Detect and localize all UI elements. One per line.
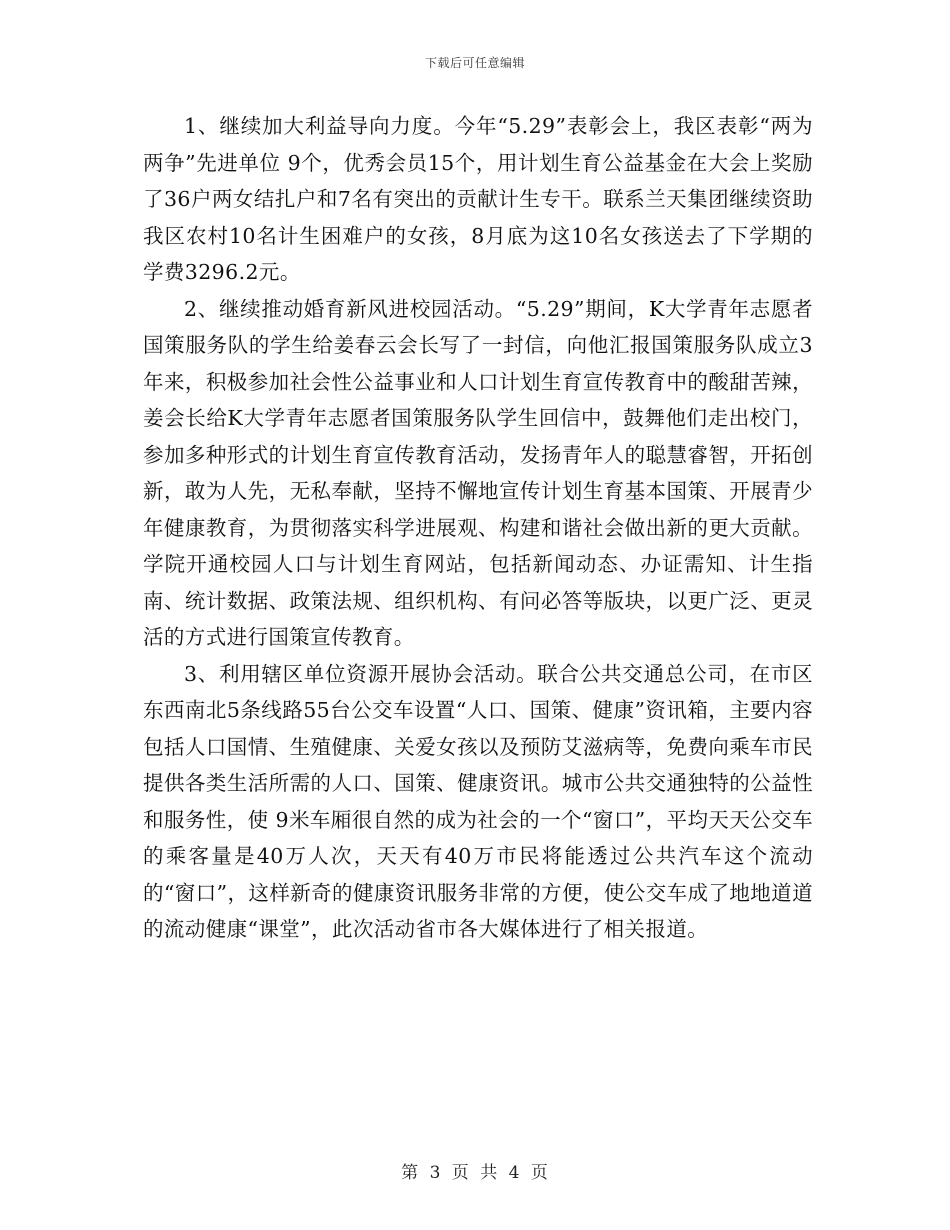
paragraph-2: 2、继续推动婚育新风进校园活动。“5.29”期间，K大学青年志愿者国策服务队的学生给姜春云会长写了一封信，向他汇报国策服务队成立3年来，积极参加社会性公益事业和人口计划生育宣传教育中的酸甜苦辣，姜会长给K大学青年志愿者国策服务队学生回信中，鼓舞他们走出校门，参加多种形式的计划生育宣传教育活动，发扬青年人的聪慧睿智，开拓创新，敢为人先，无私奉献，坚持不懈地宣传计划生育基本国策、开展青少年健康教育，为贯彻落实科学进展观、构建和谐社会做出新的更大贡献。学院开通校园人口与计划生育网站，包括新闻动态、办证需知、计生指南、统计数据、政策法规、组织机构、有问必答等版块，以更广泛、更灵活的方式进行国策宣传教育。 [143, 296, 813, 649]
paragraph-1: 1、继续加大利益导向力度。今年“5.29”表彰会上，我区表彰“两为两争”先进单位 9个，优秀会员15个，用计划生育公益基金在大会上奖励了36户两女结扎户和7名有突出的贡献计生专干。联系兰天集团继续资助我区农村10名计生困难户的女孩，8月底为这10名女孩送去了下学期的学费3296.2元。 [143, 114, 813, 284]
page-footer-number: 第 3 页 共 4 页 [401, 1163, 549, 1183]
document-body [143, 108, 813, 948]
paragraph-3: 3、利用辖区单位资源开展协会活动。联合公共交通总公司，在市区东西南北5条线路55台公交车设置“人口、国策、健康”资讯箱，主要内容包括人口国情、生殖健康、关爱女孩以及预防艾滋病等，免费向乘车市民提供各类生活所需的人口、国策、健康资讯。城市公共交通独特的公益性和服务性，使 9米车厢很自然的成为社会的一个“窗口”，平均天天公交车的乘客量是40万人次，天天有40万市民将能透过公共汽车这个流动的“窗口”，这样新奇的健康资讯服务非常的方便，使公交车成了地地道道的流动健康“课堂”，此次活动省市各大媒体进行了相关报道。 [143, 661, 813, 941]
page-header-note: 下载后可任意编辑 [424, 56, 525, 70]
